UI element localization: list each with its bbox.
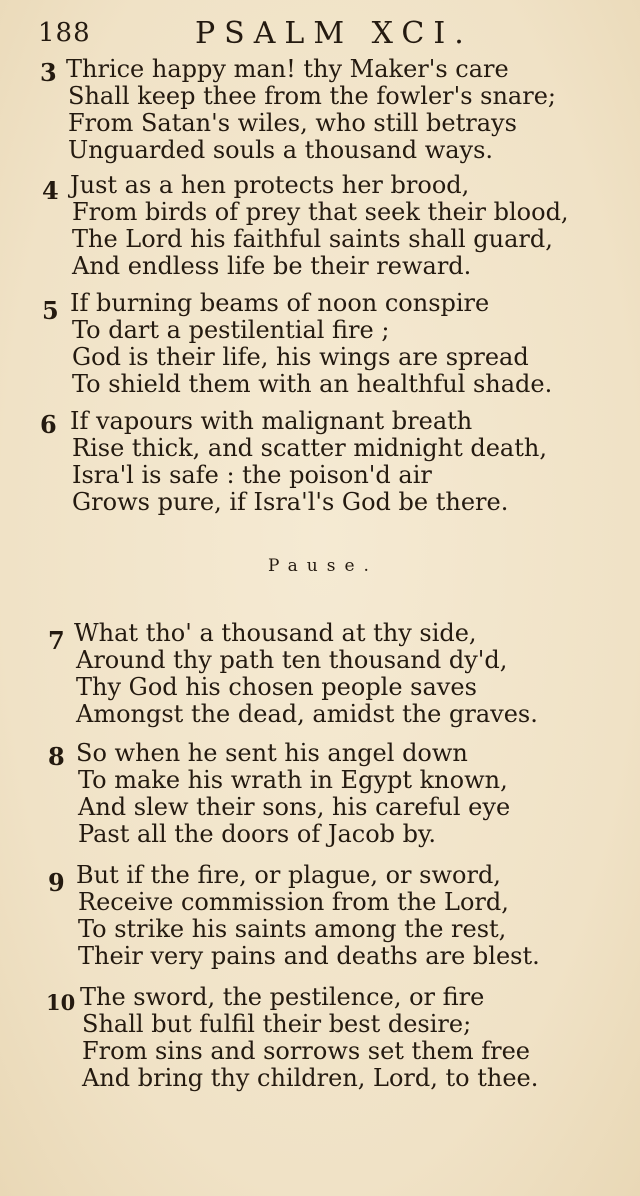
- verse-line: To dart a pestilential fire ;: [72, 316, 390, 344]
- section-heading-pause: Pause.: [268, 556, 378, 576]
- verse-line: Amongst the dead, amidst the graves.: [76, 700, 538, 728]
- verse-line: To make his wrath in Egypt known,: [78, 766, 508, 794]
- verse-line: Shall but fulfil their best desire;: [82, 1010, 472, 1038]
- verse-line: So when he sent his angel down: [76, 739, 468, 767]
- verse-line: But if the fire, or plague, or sword,: [76, 861, 501, 889]
- verse-line: The Lord his faithful saints shall guard,: [72, 225, 553, 253]
- verse-line: Grows pure, if Isra'l's God be there.: [72, 488, 509, 516]
- verse-line: Just as a hen protects her brood,: [70, 171, 470, 199]
- verse-line: Unguarded souls a thousand ways.: [68, 136, 494, 164]
- stanza-8: [0, 738, 640, 850]
- verse-line: From sins and sorrows set them free: [82, 1037, 531, 1065]
- verse-line: And endless life be their reward.: [72, 252, 472, 280]
- stanza-9: [0, 860, 640, 972]
- stanza-number: 5: [42, 296, 59, 325]
- running-title: PSALM XCI.: [195, 16, 473, 51]
- verse-line: If vapours with malignant breath: [70, 407, 473, 435]
- stanza-5: [0, 288, 640, 400]
- verse-line: Around thy path ten thousand dy'd,: [76, 646, 508, 674]
- verse-line: From birds of prey that seek their blood,: [72, 198, 569, 226]
- stanza-number: 6: [40, 410, 57, 439]
- verse-line: Receive commission from the Lord,: [78, 888, 509, 916]
- verse-line: God is their life, his wings are spread: [72, 343, 529, 371]
- verse-line: And slew their sons, his careful eye: [78, 793, 511, 821]
- stanza-number: 10: [46, 990, 76, 1015]
- stanza-number: 7: [48, 626, 65, 655]
- page-header: [0, 14, 640, 54]
- stanza-3: [0, 54, 640, 166]
- page-number: 188: [38, 18, 91, 48]
- verse-line: The sword, the pestilence, or fire: [80, 983, 485, 1011]
- verse-line: To strike his saints among the rest,: [78, 915, 507, 943]
- verse-line: Rise thick, and scatter midnight death,: [72, 434, 547, 462]
- stanza-number: 9: [48, 868, 65, 897]
- verse-line: Their very pains and deaths are blest.: [78, 942, 540, 970]
- verse-line: From Satan's wiles, who still betrays: [68, 109, 517, 137]
- stanza-number: 8: [48, 742, 65, 771]
- verse-line: Thrice happy man! thy Maker's care: [66, 55, 509, 83]
- verse-line: What tho' a thousand at thy side,: [74, 619, 477, 647]
- verse-line: Past all the doors of Jacob by.: [78, 820, 437, 848]
- verse-line: If burning beams of noon conspire: [70, 289, 490, 317]
- stanza-7: [0, 618, 640, 730]
- verse-line: Isra'l is safe : the poison'd air: [72, 461, 432, 489]
- stanza-4: [0, 170, 640, 282]
- stanza-number: 4: [42, 176, 59, 205]
- stanza-number: 3: [40, 58, 57, 87]
- verse-line: Thy God his chosen people saves: [76, 673, 477, 701]
- stanza-6: [0, 406, 640, 518]
- verse-line: Shall keep thee from the fowler's snare;: [68, 82, 557, 110]
- stanza-10: [0, 982, 640, 1094]
- verse-line: And bring thy children, Lord, to thee.: [82, 1064, 539, 1092]
- verse-line: To shield them with an healthful shade.: [72, 370, 553, 398]
